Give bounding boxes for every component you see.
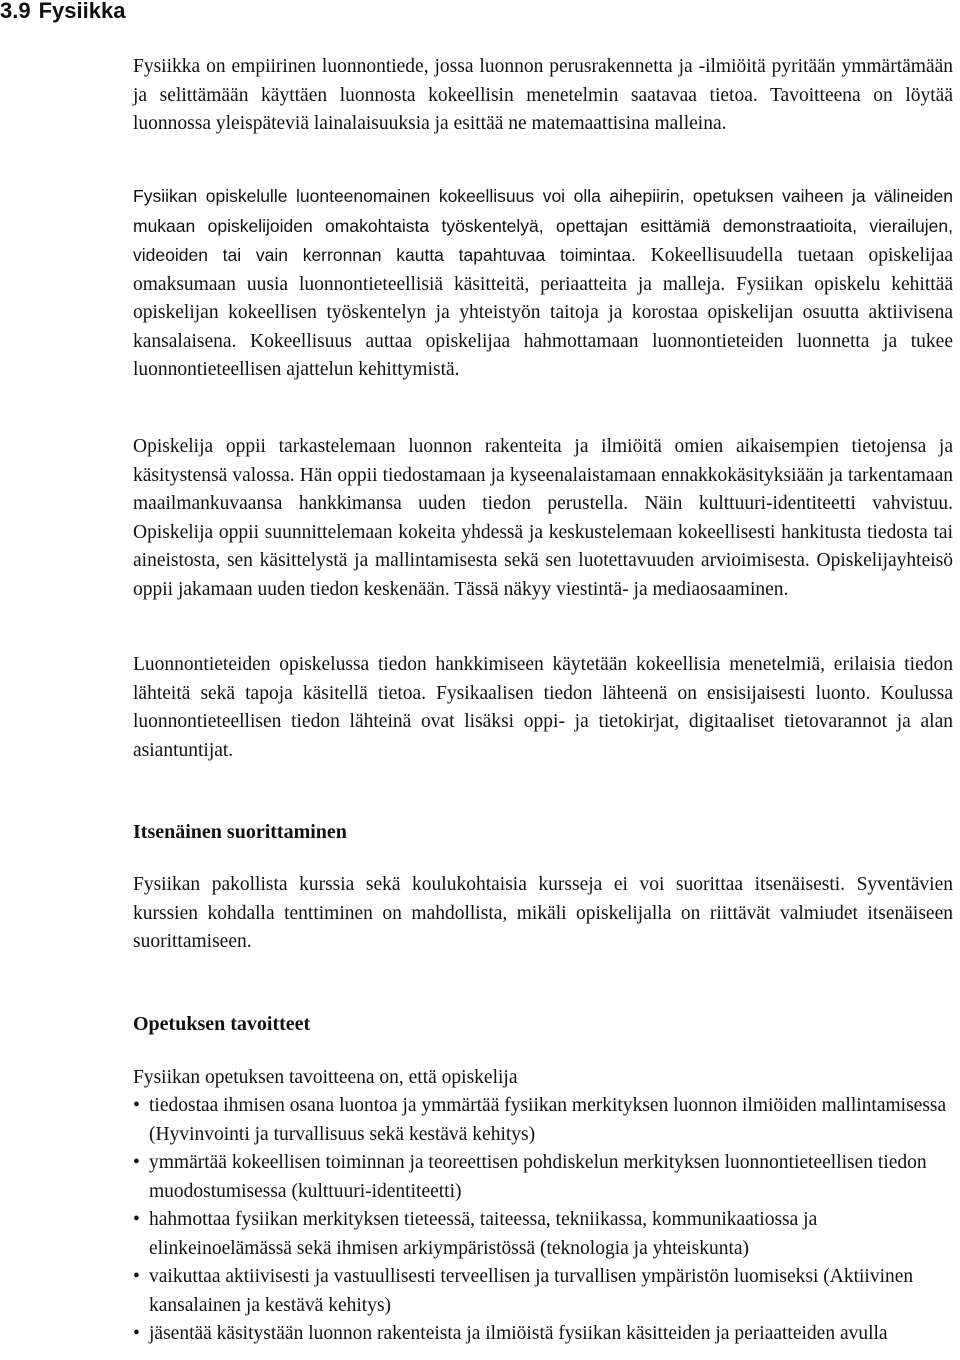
- list-item: [133, 1092, 953, 1149]
- bullet-icon: •: [133, 1323, 140, 1344]
- list-item-text: ymmärtää kokeellisen toiminnan ja teoreettisen pohdiskelun merkityksen luonnontieteellisen tiedon muodostumisessa (kulttuuri-identiteetti): [149, 1152, 927, 1202]
- heading-tavoitteet: Opetuksen tavoitteet: [133, 1013, 311, 1035]
- paragraph-experimental-part2: Kokeellisuudella tuetaan opiskelijaa omaksumaan uusia luonnontieteellisiä käsitteitä, periaatteita ja malleja. Fysiikan opiskelu kehittää opiskelijan kokeellisen työskentelyn ja yhteistyön taitoja ja korostaa opiskelijan osuutta aktiivisena kansalaisena. Kokeellisuus auttaa opiskelijaa hahmottamaan luonnontieteiden luonnetta ja tukee luonnontieteellisen ajattelun kehittymistä.: [133, 245, 954, 380]
- paragraph-experimental-part1: Fysiikan opiskelulle luonteenomainen kokeellisuus voi olla aihepiirin, opetuksen vaiheen ja välineiden mukaan opiskelijoiden omakohtaista työskentelyä, opettajan esittämiä demonstraatioita, vierailujen, videoiden tai vain kerronnan kautta tapahtuvaa toimintaa.: [133, 186, 953, 265]
- list-item: [133, 1149, 953, 1206]
- list-item: [133, 1263, 953, 1320]
- bullet-icon: •: [133, 1209, 140, 1230]
- list-item-text: vaikuttaa aktiivisesti ja vastuullisesti terveellisen ja turvallisen ympäristön luomiseksi (Aktiivinen kansalainen ja kestävä kehitys): [149, 1266, 914, 1316]
- paragraph-learning: Opiskelija oppii tarkastelemaan luonnon rakenteita ja ilmiöitä omien aikaisempien tietojensa ja käsitystensä valossa. Hän oppii tiedostamaan ja kyseenalaistamaan ennakkokäsityksiään ja tarkentamaan maailmankuvaansa hankkimansa uuden tiedon perustella. Näin kulttuuri-identiteetti vahvistuu. Opiskelija oppii suunnittelemaan kokeita yhdessä ja keskustelemaan kokeellisesti hankitusta tiedosta tai aineistosta, sen käsittelystä ja mallintamisesta sekä sen luotettavuuden arvioimisesta. Opiskelijayhteisö oppii jakamaan uuden tiedon keskenään. Tässä näkyy viestintä- ja mediaosaaminen.: [133, 436, 953, 600]
- section-title: [0, 0, 125, 24]
- list-item: [133, 1206, 953, 1263]
- paragraph-itsenainen: Fysiikan pakollista kurssia sekä koulukohtaisia kursseja ei voi suorittaa itsenäisesti. Syventävien kurssien kohdalla tenttiminen on mahdollista, mikäli opiskelijalla on riittävät valmiudet itsenäiseen suorittamiseen.: [133, 874, 953, 952]
- list-item-text: jäsentää käsitystään luonnon rakenteista ja ilmiöistä fysiikan käsitteiden ja periaatteiden avulla: [149, 1323, 888, 1344]
- paragraph-sources: Luonnontieteiden opiskelussa tiedon hankkimiseen käytetään kokeellisia menetelmiä, erilaisia tiedon lähteitä sekä tapoja käsitellä tietoa. Fysikaalisen tiedon lähteenä on ensisijaisesti luonto. Koulussa luonnontieteellisen tiedon lähteinä ovat lisäksi oppi- ja tietokirjat, digitaaliset tietovarannot ja alan asiantuntijat.: [133, 654, 953, 761]
- section-title-text: Fysiikka: [38, 0, 126, 23]
- tavoitteet-list: [133, 1092, 953, 1349]
- section-number: 3.9: [0, 0, 31, 23]
- paragraph-experimental: [133, 182, 953, 385]
- list-item-text: hahmottaa fysiikan merkityksen tieteessä, taiteessa, tekniikassa, kommunikaatiossa ja elinkeinoelämässä sekä ihmisen arkiympäristössä (teknologia ja yhteiskunta): [149, 1209, 818, 1259]
- bullet-icon: •: [133, 1266, 140, 1287]
- list-item: [133, 1320, 953, 1349]
- tavoitteet-intro: Fysiikan opetuksen tavoitteena on, että opiskelija: [133, 1067, 518, 1088]
- bullet-icon: •: [133, 1095, 140, 1116]
- paragraph-intro: Fysiikka on empiirinen luonnontiede, jossa luonnon perusrakennetta ja -ilmiöitä pyritään ymmärtämään ja selittämään käyttäen luonnosta kokeellisin menetelmin saatavaa tietoa. Tavoitteena on löytää luonnossa yleispäteviä lainalaisuuksia ja esittää ne matemaattisina malleina.: [133, 56, 953, 134]
- bullet-icon: •: [133, 1152, 140, 1173]
- heading-itsenainen: Itsenäinen suorittaminen: [133, 821, 347, 843]
- list-item-text: tiedostaa ihmisen osana luontoa ja ymmärtää fysiikan merkityksen luonnon ilmiöiden mallintamisessa (Hyvinvointi ja turvallisuus sekä kestävä kehitys): [149, 1095, 947, 1145]
